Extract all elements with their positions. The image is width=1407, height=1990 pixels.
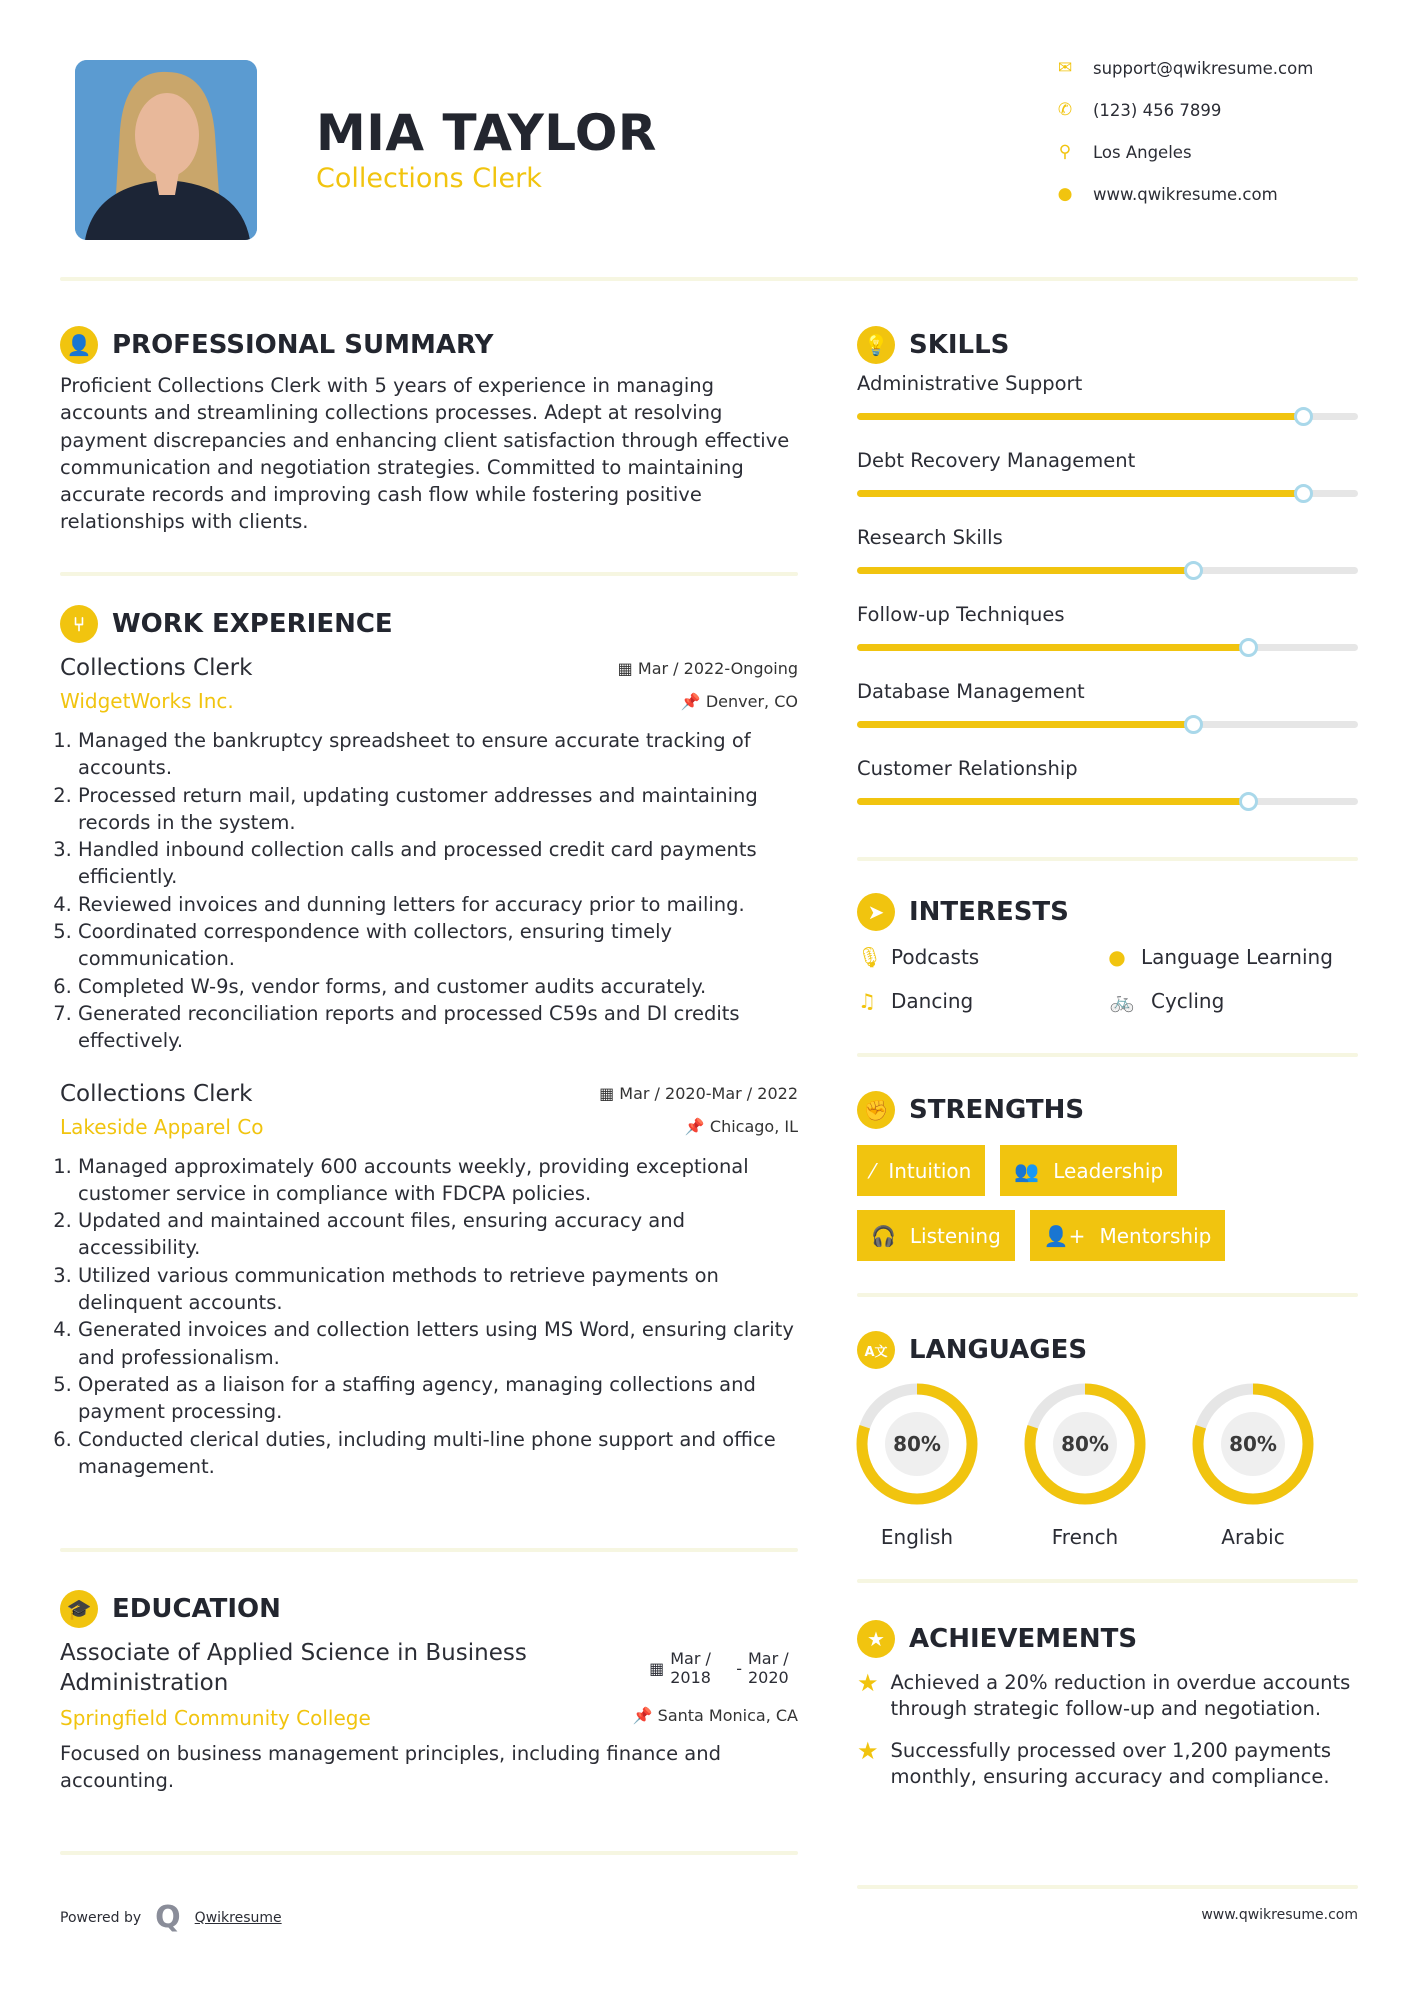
achievement-item: ★ Successfully processed over 1,200 payments monthly, ensuring accuracy and compliance. [857,1737,1332,1788]
contact-text: www.qwikresume.com [1093,184,1278,204]
pin-icon: 📌 [680,691,701,711]
language-label: Arabic [1221,1525,1285,1549]
globe-icon: ● [1057,184,1073,204]
heading-text: EDUCATION [112,1594,281,1624]
summary-section [60,326,800,536]
section-heading [857,326,1358,364]
duty-item: 6. Conducted clerical duties, including multi-line phone support and office management. [78,1426,798,1481]
duty-item: 2. Processed return mail, updating customer addresses and maintaining records in the system. [78,782,798,837]
duty-item: 3. Handled inbound collection calls and processed credit card payments efficiently. [78,836,798,891]
skill-label: Administrative Support [857,372,1083,395]
interests-section [857,893,1358,1013]
skill-bar [857,567,1358,574]
skill-label: Database Management [857,680,1085,703]
profile-photo [75,60,257,240]
skill-bar [857,413,1358,420]
star-icon: ★ [857,1669,879,1697]
degree: Associate of Applied Science in Business Administration [60,1640,527,1696]
skill-knob [1294,484,1313,503]
education-location: 📌 Santa Monica, CA [632,1706,798,1725]
education-section [60,1590,798,1795]
star-icon: ★ [857,1737,879,1765]
contact-text: Los Angeles [1093,142,1192,162]
divider [857,1579,1358,1583]
skill-bar-fill [857,798,1248,805]
skill-label: Research Skills [857,526,1003,549]
duty-item: 7. Generated reconciliation reports and processed C59s and DI credits effectively. [78,1000,798,1055]
company-name: Lakeside Apparel Co [60,1114,264,1139]
divider [60,1548,798,1552]
language-donut [847,1379,987,1509]
skill-bar-fill [857,567,1193,574]
candidate-title: Collections Clerk [316,163,542,194]
divider [60,1851,798,1855]
job-entry [60,1081,798,1481]
user-plus-icon: 👤+ [1043,1223,1086,1248]
duty-item: 5. Coordinated correspondence with collectors, ensuring timely communication. [78,918,798,973]
job-dates: ▦ Mar / 2022-Ongoing [617,658,798,678]
user-icon: 👤 [60,326,98,364]
donut-label: 80% [1061,1432,1109,1456]
skill-label: Customer Relationship [857,757,1078,780]
duty-item: 6. Completed W-9s, vendor forms, and customer audits accurately. [78,973,798,1000]
section-heading [60,605,798,643]
end-date: Mar / 2020 [748,1649,789,1687]
qwikresume-link[interactable]: Qwikresume [194,1909,282,1926]
heading-text: SKILLS [909,330,1010,360]
skill-knob [1239,792,1258,811]
job-duties [60,1153,798,1481]
divider [857,1293,1358,1297]
skill-bar-fill [857,490,1303,497]
strength-tag: 👥 Leadership [1000,1145,1177,1196]
interest-item: ♫ Dancing [858,989,974,1013]
skill-item [857,757,1358,834]
job-duties [60,727,798,1055]
music-icon: ♫ [858,989,876,1013]
skill-item [857,526,1358,603]
footer-powered [60,1900,282,1935]
chair-icon: ⑂ [60,605,98,643]
skill-bar-fill [857,644,1248,651]
job-location: 📌 Denver, CO [680,691,798,711]
phone-icon: ✆ [1057,100,1073,120]
heading-text: STRENGTHS [909,1095,1085,1125]
divider [857,1053,1358,1057]
education-dates: ▦ Mar / 2018 - Mar / 2020 [649,1638,798,1698]
duty-item: 5. Operated as a liaison for a staffing agency, managing collections and payment processing. [78,1371,798,1426]
language-item [1015,1379,1155,1549]
education-text: Focused on business management principles, including finance and accounting. [60,1742,721,1793]
pin-icon: 📌 [684,1117,705,1137]
section-heading [857,1091,1358,1129]
section-heading [60,1590,798,1628]
candidate-name: MIA TAYLOR [316,104,657,162]
strength-tag: 🎧 Listening [857,1210,1015,1261]
contact-phone[interactable] [1055,100,1221,120]
heading-text: ACHIEVEMENTS [909,1624,1138,1654]
heading-text: WORK EXPERIENCE [112,609,393,639]
calendar-icon: ▦ [617,658,633,678]
translate-icon: A文 [857,1331,895,1369]
interest-item: 🚲 Cycling [1107,989,1358,1013]
work-section [60,605,798,1480]
section-heading [857,893,1358,931]
skill-bar [857,644,1358,651]
skill-knob [1184,561,1203,580]
contact-location [1055,142,1192,162]
duty-item: 1. Managed approximately 600 accounts weekly, providing exceptional customer service in compliance with FDCPA policies. [78,1153,798,1208]
paper-plane-icon: ➤ [857,893,895,931]
languages-section [857,1331,1358,1549]
start-date: Mar / 2018 [670,1649,711,1687]
achievements-section [857,1620,1358,1790]
interest-item: ● Language Learning [1108,945,1333,969]
skill-item [857,603,1358,680]
lightbulb-icon: 💡 [857,326,895,364]
divider [60,572,798,576]
language-item [1183,1379,1323,1549]
map-pin-icon: ⚲ [1058,142,1072,162]
globe-icon: ● [1108,945,1126,969]
bicycle-icon: 🚲 [1109,989,1135,1013]
skill-item [857,449,1358,526]
contact-text: support@qwikresume.com [1093,58,1314,78]
achievement-item: ★ Achieved a 20% reduction in overdue accounts through strategic follow-up and negotiation. [857,1669,1351,1720]
duty-item: 3. Utilized various communication methods to retrieve payments on delinquent accounts. [78,1262,798,1317]
section-heading [60,326,800,364]
skill-bar [857,490,1358,497]
company-name: WidgetWorks Inc. [60,689,234,713]
duty-item: 2. Updated and maintained account files, ensuring accuracy and accessibility. [78,1207,798,1262]
pin-icon: 📌 [632,1706,653,1725]
skill-knob [1239,638,1258,657]
heading-text: PROFESSIONAL SUMMARY [112,330,494,360]
strength-tag: ⁄ Intuition [857,1145,985,1196]
heading-text: LANGUAGES [909,1335,1088,1365]
skill-knob [1184,715,1203,734]
skill-item [857,372,1358,449]
language-label: French [1051,1525,1119,1549]
skill-bar-fill [857,721,1193,728]
skill-knob [1294,407,1313,426]
skill-bar [857,721,1358,728]
donut-label: 80% [893,1432,941,1456]
duty-item: 4. Reviewed invoices and dunning letters for accuracy prior to mailing. [78,891,798,918]
divider [857,1885,1358,1889]
qwikresume-logo-icon: Q [155,1900,181,1935]
magic-wand-icon: ⁄ [871,1158,875,1183]
contact-text: (123) 456 7899 [1093,100,1222,120]
language-donut [1183,1379,1323,1509]
calendar-icon: ▦ [599,1084,615,1104]
strengths-section [857,1091,1358,1261]
contact-email[interactable] [1055,58,1313,78]
donut-label: 80% [1229,1432,1277,1456]
envelope-icon: ✉ [1057,58,1073,78]
job-title: Collections Clerk [60,655,253,681]
skill-bar-fill [857,413,1303,420]
heading-text: INTERESTS [909,897,1069,927]
powered-by-text: Powered by [60,1909,142,1926]
skill-bar [857,798,1358,805]
strength-tag: 👤+ Mentorship [1030,1210,1226,1261]
job-entry [60,655,798,1055]
job-title: Collections Clerk [60,1080,253,1107]
language-item [847,1379,987,1549]
skills-section [857,326,1358,834]
divider [857,857,1358,861]
contact-website[interactable] [1055,184,1278,204]
job-location: 📌 Chicago, IL [684,1117,798,1137]
star-badge-icon: ★ [857,1620,895,1658]
users-icon: 👥 [1014,1158,1040,1183]
duty-item: 1. Managed the bankruptcy spreadsheet to ensure accurate tracking of accounts. [78,727,798,782]
language-label: English [880,1525,954,1549]
school: Springfield Community College [60,1706,371,1730]
job-dates: ▦ Mar / 2020-Mar / 2022 [599,1084,798,1104]
section-heading [857,1620,1358,1658]
divider [60,277,1358,281]
interest-item: 🎙 Podcasts [857,945,980,969]
skill-label: Follow-up Techniques [857,603,1065,626]
language-donut [1015,1379,1155,1509]
graduate-icon: 🎓 [60,1590,98,1628]
calendar-icon: ▦ [649,1658,665,1678]
footer-url[interactable]: www.qwikresume.com [1201,1907,1358,1923]
fist-icon: ✊ [857,1091,895,1129]
duty-item: 4. Generated invoices and collection letters using MS Word, ensuring clarity and professionalism. [78,1316,798,1371]
skill-item [857,680,1358,757]
skill-label: Debt Recovery Management [857,449,1136,472]
summary-text: Proficient Collections Clerk with 5 years of experience in managing accounts and streamlining collections processes. Adept at resolving payment discrepancies and enhancing client satisfaction through effective communication and negotiation strategies. Committed to maintaining accurate records and improving cash flow while fostering positive relationships with clients. [60,374,790,534]
section-heading [857,1331,1358,1369]
microphone-icon: 🎙 [857,945,883,969]
headphones-icon: 🎧 [871,1223,896,1248]
